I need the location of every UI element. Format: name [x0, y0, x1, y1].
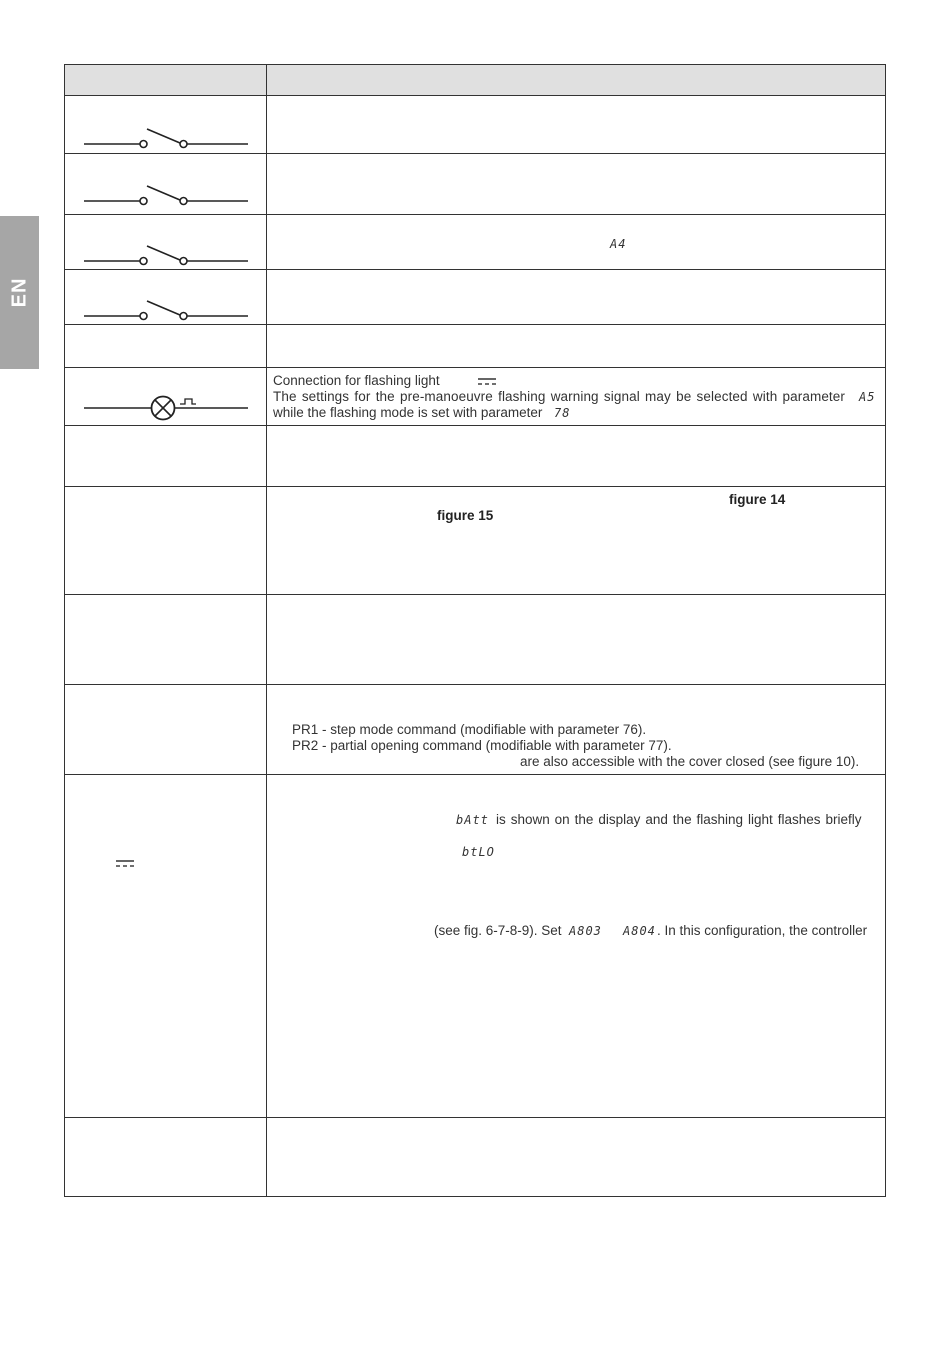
no-switch-icon — [65, 96, 266, 154]
table-row — [65, 270, 886, 325]
flashing-light-line1: Connection for flashing light — [273, 373, 440, 388]
param-code-a5: A5 — [859, 390, 876, 404]
symbol-cell — [65, 685, 267, 775]
symbol-cell — [65, 487, 267, 595]
description-cell — [267, 270, 886, 325]
symbol-cell — [65, 215, 267, 270]
table-row — [65, 215, 886, 270]
table-row — [65, 426, 886, 487]
table-header — [65, 65, 886, 96]
table-row — [65, 325, 886, 368]
description-cell — [267, 1118, 886, 1197]
controller-text: . In this configuration, the controller — [657, 923, 868, 938]
symbol-cell — [65, 775, 267, 1118]
table-row — [65, 368, 886, 426]
symbol-cell — [65, 426, 267, 487]
description-cell — [267, 685, 886, 775]
figure-14-ref: figure 14 — [729, 492, 786, 507]
description-cell — [267, 487, 886, 595]
symbol-cell — [65, 1118, 267, 1197]
table-row — [65, 1118, 886, 1197]
description-cell — [267, 426, 886, 487]
description-cell — [267, 96, 886, 154]
figure-15-ref: figure 15 — [437, 508, 494, 523]
pr1-line: PR1 - step mode command (modifiable with parameter 76). — [292, 722, 647, 737]
table-row — [65, 487, 886, 595]
symbol-cell — [65, 325, 267, 368]
language-tab — [0, 216, 39, 369]
flashing-lamp-icon — [65, 368, 266, 426]
param-code-a804: A804 — [623, 924, 656, 938]
symbol-cell — [65, 96, 267, 154]
flashing-light-line3: while the flashing mode is set with parameter — [273, 405, 543, 420]
no-switch-icon — [65, 154, 266, 215]
param-code-a4: A4 — [610, 237, 627, 251]
description-cell — [267, 595, 886, 685]
table-row — [65, 685, 886, 775]
description-cell — [267, 215, 886, 270]
display-code-batt: bAtt — [456, 813, 489, 827]
header-cell-description — [267, 65, 886, 96]
flashing-light-line2: The settings for the pre-manoeuvre flashing warning signal may be selected with parameter — [273, 389, 845, 404]
symbol-cell — [65, 270, 267, 325]
cover-closed-line: are also accessible with the cover closed (see figure 10). — [520, 754, 860, 769]
table-row — [65, 775, 886, 1118]
symbol-cell — [65, 368, 267, 426]
dc-voltage-icon — [477, 377, 499, 387]
table-row — [65, 595, 886, 685]
symbol-cell — [65, 154, 267, 215]
pr2-line: PR2 - partial opening command (modifiable with parameter 77). — [292, 738, 672, 753]
table-row — [65, 154, 886, 215]
header-cell-terminal — [65, 65, 267, 96]
table-row — [65, 96, 886, 154]
description-cell — [267, 325, 886, 368]
param-code-a803: A803 — [569, 924, 602, 938]
no-switch-icon — [65, 270, 266, 325]
terminal-table — [64, 64, 886, 1197]
no-switch-icon — [65, 215, 266, 270]
batt-description: is shown on the display and the flashing light flashes briefly — [496, 812, 862, 827]
symbol-cell — [65, 595, 267, 685]
display-code-btlo: btLO — [462, 845, 495, 859]
see-fig-text: (see fig. 6-7-8-9). Set — [434, 923, 562, 938]
dc-voltage-icon — [115, 859, 137, 869]
param-code-78: 78 — [554, 406, 571, 420]
description-cell — [267, 154, 886, 215]
description-cell — [267, 775, 886, 1118]
description-cell — [267, 368, 886, 426]
language-label: EN — [7, 277, 30, 308]
